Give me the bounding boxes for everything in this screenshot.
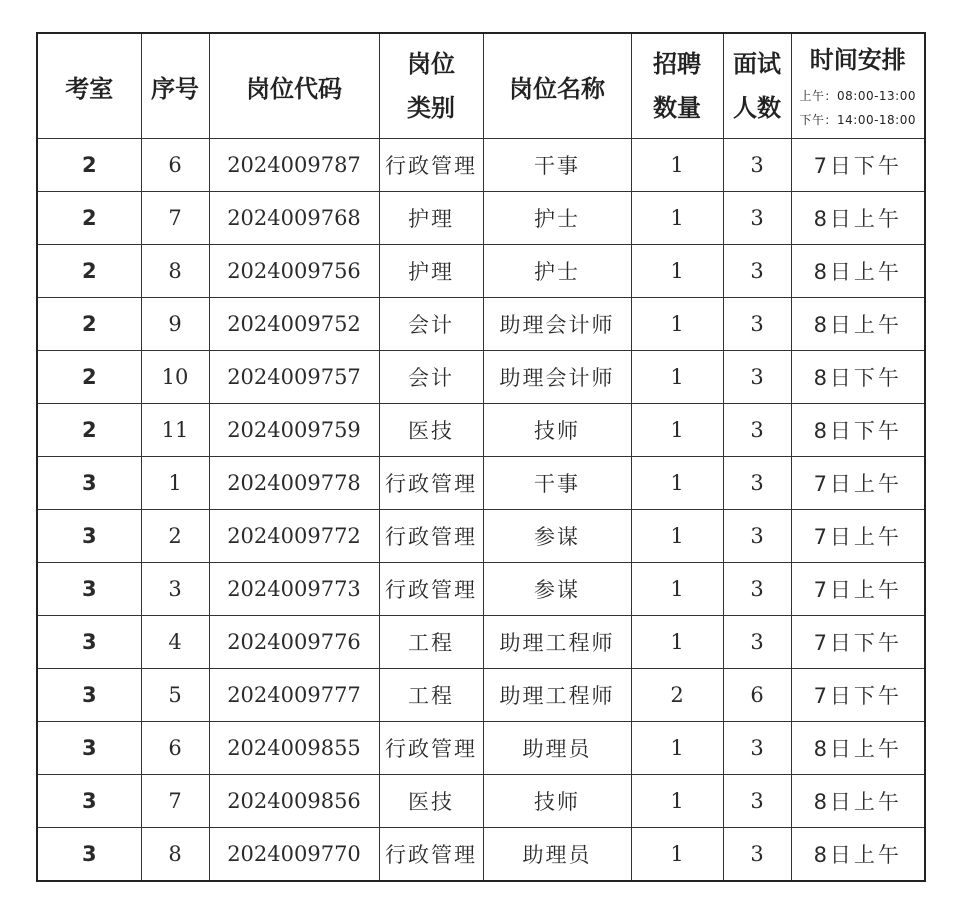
cell-interview-count: 6 [723,669,791,722]
cell-hiring-quota: 1 [631,616,723,669]
cell-interview-count: 3 [723,192,791,245]
cell-seq: 8 [141,828,209,882]
cell-hiring-quota: 2 [631,669,723,722]
cell-position-code: 2024009787 [209,139,379,192]
cell-position-category: 行政管理 [379,510,483,563]
cell-schedule-time: 8日上午 [791,775,925,828]
cell-room: 2 [37,245,141,298]
cell-seq: 6 [141,139,209,192]
header-interview [723,33,791,139]
cell-schedule-time: 8日下午 [791,351,925,404]
table-row [37,563,925,616]
table-row [37,192,925,245]
cell-hiring-quota: 1 [631,828,723,882]
cell-position-category: 行政管理 [379,457,483,510]
cell-interview-count: 3 [723,298,791,351]
cell-hiring-quota: 1 [631,722,723,775]
cell-schedule-time: 7日下午 [791,139,925,192]
header-quota [631,33,723,139]
table-body [37,139,925,882]
cell-interview-count: 3 [723,404,791,457]
cell-seq: 3 [141,563,209,616]
interview-schedule-table [36,32,926,882]
cell-position-code: 2024009776 [209,616,379,669]
cell-room: 3 [37,457,141,510]
cell-position-category: 工程 [379,669,483,722]
header-name: 岗位名称 [483,33,631,139]
header-category-line1: 岗位 [407,50,455,78]
header-quota-line2: 数量 [653,94,701,122]
cell-position-code: 2024009772 [209,510,379,563]
cell-schedule-time: 8日上午 [791,828,925,882]
cell-room: 3 [37,775,141,828]
header-room: 考室 [37,33,141,139]
cell-position-name: 干事 [483,457,631,510]
cell-room: 3 [37,563,141,616]
cell-interview-count: 3 [723,245,791,298]
table-row [37,669,925,722]
cell-schedule-time: 7日下午 [791,616,925,669]
cell-position-name: 助理员 [483,722,631,775]
cell-schedule-time: 7日下午 [791,669,925,722]
cell-position-category: 行政管理 [379,828,483,882]
cell-room: 3 [37,722,141,775]
cell-schedule-time: 8日上午 [791,722,925,775]
header-code: 岗位代码 [209,33,379,139]
cell-position-code: 2024009777 [209,669,379,722]
table-row [37,722,925,775]
cell-seq: 6 [141,722,209,775]
cell-seq: 4 [141,616,209,669]
cell-position-code: 2024009752 [209,298,379,351]
table-row [37,351,925,404]
cell-hiring-quota: 1 [631,351,723,404]
table-row [37,245,925,298]
cell-hiring-quota: 1 [631,775,723,828]
cell-hiring-quota: 1 [631,139,723,192]
cell-room: 2 [37,351,141,404]
header-category-line2: 类别 [407,94,455,122]
cell-seq: 10 [141,351,209,404]
cell-position-code: 2024009773 [209,563,379,616]
cell-position-category: 会计 [379,351,483,404]
cell-interview-count: 3 [723,616,791,669]
header-interview-line1: 面试 [733,50,781,78]
interview-schedule-sheet [36,32,924,882]
cell-position-name: 参谋 [483,510,631,563]
cell-position-code: 2024009756 [209,245,379,298]
cell-interview-count: 3 [723,828,791,882]
cell-position-name: 助理会计师 [483,298,631,351]
cell-room: 3 [37,616,141,669]
cell-seq: 5 [141,669,209,722]
cell-room: 3 [37,510,141,563]
cell-interview-count: 3 [723,510,791,563]
cell-seq: 9 [141,298,209,351]
cell-room: 2 [37,192,141,245]
cell-room: 2 [37,298,141,351]
cell-position-category: 护理 [379,192,483,245]
cell-hiring-quota: 1 [631,298,723,351]
cell-seq: 11 [141,404,209,457]
cell-room: 2 [37,404,141,457]
cell-hiring-quota: 1 [631,563,723,616]
cell-position-code: 2024009768 [209,192,379,245]
cell-interview-count: 3 [723,563,791,616]
header-schedule [791,33,925,139]
cell-hiring-quota: 1 [631,245,723,298]
cell-position-name: 助理员 [483,828,631,882]
cell-schedule-time: 8日下午 [791,404,925,457]
cell-position-name: 护士 [483,245,631,298]
cell-seq: 7 [141,775,209,828]
cell-seq: 8 [141,245,209,298]
cell-position-category: 医技 [379,404,483,457]
cell-position-code: 2024009757 [209,351,379,404]
cell-position-name: 技师 [483,775,631,828]
cell-interview-count: 3 [723,139,791,192]
cell-position-category: 行政管理 [379,563,483,616]
cell-interview-count: 3 [723,722,791,775]
cell-position-category: 行政管理 [379,722,483,775]
cell-schedule-time: 7日上午 [791,510,925,563]
cell-seq: 7 [141,192,209,245]
cell-hiring-quota: 1 [631,192,723,245]
table-row [37,510,925,563]
cell-seq: 2 [141,510,209,563]
cell-position-name: 助理会计师 [483,351,631,404]
cell-hiring-quota: 1 [631,404,723,457]
cell-position-name: 护士 [483,192,631,245]
cell-interview-count: 3 [723,351,791,404]
cell-room: 2 [37,139,141,192]
cell-position-code: 2024009759 [209,404,379,457]
cell-schedule-time: 7日上午 [791,457,925,510]
header-schedule-title: 时间安排 [809,46,906,74]
cell-hiring-quota: 1 [631,457,723,510]
table-row [37,457,925,510]
table-row [37,775,925,828]
cell-interview-count: 3 [723,775,791,828]
header-category [379,33,483,139]
cell-position-name: 技师 [483,404,631,457]
cell-position-name: 助理工程师 [483,669,631,722]
table-row [37,298,925,351]
table-row [37,139,925,192]
cell-room: 3 [37,828,141,882]
cell-room: 3 [37,669,141,722]
cell-position-category: 行政管理 [379,139,483,192]
cell-position-code: 2024009855 [209,722,379,775]
cell-hiring-quota: 1 [631,510,723,563]
header-row [37,33,925,139]
cell-interview-count: 3 [723,457,791,510]
cell-position-category: 会计 [379,298,483,351]
cell-position-category: 工程 [379,616,483,669]
cell-position-name: 干事 [483,139,631,192]
cell-seq: 1 [141,457,209,510]
cell-position-name: 助理工程师 [483,616,631,669]
cell-position-name: 参谋 [483,563,631,616]
cell-position-code: 2024009770 [209,828,379,882]
cell-position-category: 医技 [379,775,483,828]
cell-schedule-time: 7日上午 [791,563,925,616]
cell-position-code: 2024009856 [209,775,379,828]
cell-schedule-time: 8日上午 [791,245,925,298]
header-schedule-am: 上午：08:00-13:00 [799,89,916,103]
table-row [37,404,925,457]
header-quota-line1: 招聘 [653,50,701,78]
header-interview-line2: 人数 [733,94,781,122]
cell-schedule-time: 8日上午 [791,192,925,245]
header-seq: 序号 [141,33,209,139]
cell-position-category: 护理 [379,245,483,298]
header-schedule-pm: 下午：14:00-18:00 [799,113,916,127]
cell-schedule-time: 8日上午 [791,298,925,351]
cell-position-code: 2024009778 [209,457,379,510]
table-row [37,616,925,669]
table-row [37,828,925,882]
